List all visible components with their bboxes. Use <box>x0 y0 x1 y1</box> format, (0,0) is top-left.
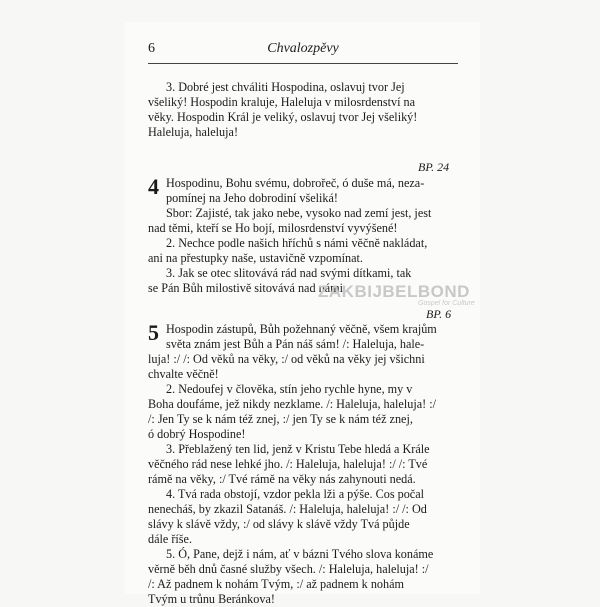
text-line: se Pán Bůh milostivě sitovává nad námi. <box>148 281 347 295</box>
text-line: luja! :/ /: Od věků na věky, :/ od věků na věky jej všichni <box>148 352 425 366</box>
hymn-4-reference: BP. 24 <box>418 160 450 174</box>
text-line: věky. Hospodin Král je veliký, oslavuj tvor Jej všeliký! <box>148 110 418 124</box>
text-line: Haleluja, haleluja! <box>148 125 239 139</box>
hymn-4-number: 4 <box>148 174 159 199</box>
page-header <box>148 37 458 64</box>
text-line: ani na přestupky naše, ustavičně vzpomínat. <box>148 251 363 265</box>
text-line: Boha doufáme, jež nikdy nezklame. /: Haleluja, haleluja! :/ <box>148 397 436 411</box>
text-line: 3. Přeblažený ten lid, jenž v Kristu Tebe hledá a Krále <box>166 442 430 456</box>
text-line: Hospodin zástupů, Bůh požehnaný věčně, všem krajům <box>166 322 437 336</box>
text-line: 3. Dobré jest chváliti Hospodina, oslavuj tvor Jej <box>166 80 405 94</box>
text-line: věrně běh dnů časné služby všech. /: Haleluja, haleluja! :/ <box>148 562 429 576</box>
verse-block-3 <box>148 80 458 140</box>
hymn-5-reference: BP. 6 <box>426 307 452 321</box>
text-line: ó dobrý Hospodine! <box>148 427 246 441</box>
text-line: nad těmi, kteří se Ho bojí, milosrdenství vyvýšené! <box>148 221 398 235</box>
text-line: /: Až padnem k nohám Tvým, :/ až padnem k nohám <box>148 577 404 591</box>
text-line: rámě na věky, :/ Tvé rámě na věky nás zahynouti nedá. <box>148 472 416 486</box>
text-line: /: Jen Ty se k nám též znej, :/ jen Ty se k nám též znej, <box>148 412 413 426</box>
hymn-4-text <box>148 176 458 296</box>
text-line: 4. Tvá rada obstojí, vzdor pekla lži a pýše. Cos počal <box>166 487 425 501</box>
watermark-tagline: Gospel for Culture <box>418 300 475 307</box>
running-title: Chvalozpěvy <box>267 41 339 56</box>
text-line: slávy k slávě vždy, :/ od slávy k slávě vždy Tvá půjde <box>148 517 410 531</box>
watermark-logo: ZAKBIJBELBOND <box>318 282 470 301</box>
text-line: chvalte věčně! <box>148 367 219 381</box>
page-number: 6 <box>148 41 155 56</box>
text-line: věčného rád nese lehké jho. /: Haleluja, haleluja! :/ /: Tvé <box>148 457 428 471</box>
text-line: Hospodinu, Bohu svému, dobrořeč, ó duše má, neza- <box>166 176 425 190</box>
text-line: nenecháš, by zkazil Satanáš. /: Haleluja, haleluja! :/ /: Od <box>148 502 427 516</box>
text-line: Sbor: Zajisté, tak jako nebe, vysoko nad zemí jest, jest <box>166 206 432 220</box>
text-line: dále říše. <box>148 532 192 546</box>
hymn-5-number: 5 <box>148 320 159 345</box>
text-line: 2. Nechce podle našich hříchů s námi věčně nakládat, <box>166 236 428 250</box>
hymn-5-text <box>148 322 458 607</box>
text-line: pomínej na Jeho dobrodiní všeliká! <box>166 191 338 205</box>
text-line: Tvým u trůnu Beránkova! <box>148 592 275 606</box>
text-line: všeliký! Hospodin kraluje, Haleluja v milosrdenství na <box>148 95 416 109</box>
text-line: 2. Nedoufej v člověka, stín jeho rychle hyne, my v <box>166 382 413 396</box>
text-line: 3. Jak se otec slitovává rád nad svými dítkami, tak <box>166 266 412 280</box>
text-line: 5. Ó, Pane, dejž i nám, ať v bázni Tvého slova konáme <box>166 547 434 561</box>
text-line: světa znám jest Bůh a Pán náš sám! /: Haleluja, hale- <box>166 337 425 351</box>
